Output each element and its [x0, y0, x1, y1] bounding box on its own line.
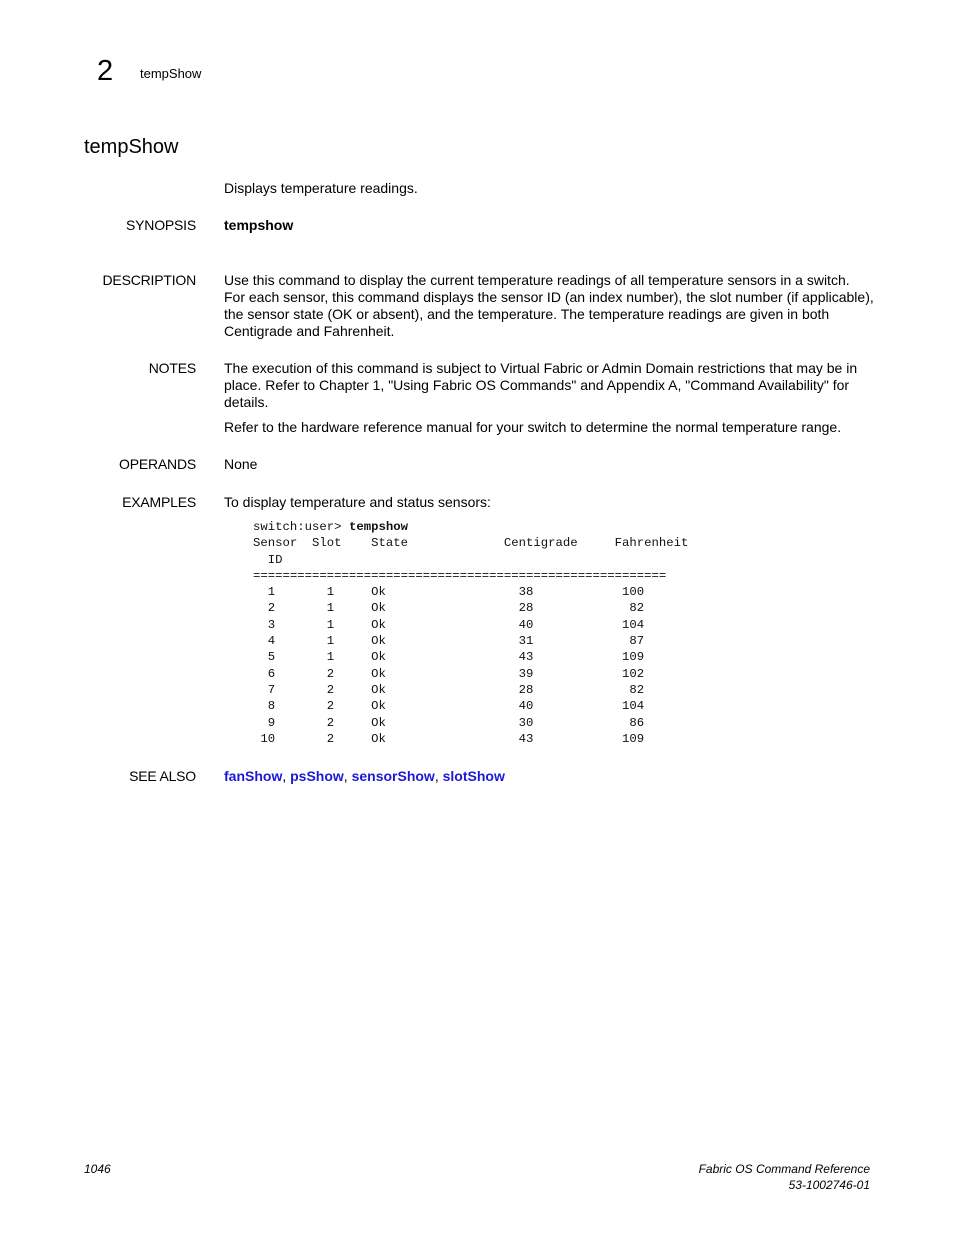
- output-row: 9 2 Ok 30 86: [253, 715, 645, 730]
- notes-paragraph-2: Refer to the hardware reference manual for your switch to determine the normal temperature range.: [224, 419, 842, 435]
- synopsis-text: tempshow: [224, 217, 294, 233]
- description-label: DESCRIPTION: [102, 272, 196, 288]
- output-row: 6 2 Ok 39 102: [253, 666, 645, 681]
- notes-label: NOTES: [148, 360, 196, 376]
- page-number: 1046: [84, 1162, 111, 1176]
- output-row: 2 1 Ok 28 82: [253, 601, 645, 616]
- notes-paragraph-1: The execution of this command is subject to Virtual Fabric or Admin Domain restrictions that may be in place. Refer to Chapter 1, "Using Fabric OS Commands" and Appendix A, "Command Availability" for details.: [224, 360, 858, 410]
- examples-label: EXAMPLES: [122, 494, 196, 510]
- link-separator: ,: [434, 768, 443, 784]
- document-number: 53-1002746-01: [788, 1178, 870, 1192]
- example-prompt: switch:user>: [253, 520, 349, 534]
- chapter-number: 2: [97, 55, 114, 87]
- synopsis-label: SYNOPSIS: [126, 217, 196, 233]
- output-row: 8 2 Ok 40 104: [253, 699, 645, 714]
- output-row: 3 1 Ok 40 104: [253, 617, 645, 632]
- output-row: 1 1 Ok 38 100: [253, 585, 645, 600]
- see-also-link-fanshow[interactable]: fanShow: [224, 768, 283, 784]
- see-also-link-psshow[interactable]: psShow: [290, 768, 344, 784]
- operands-text: None: [224, 456, 258, 472]
- output-header-line-2: ID: [253, 552, 283, 567]
- examples-intro: To display temperature and status sensors:: [224, 494, 491, 510]
- see-also-link-sensorshow[interactable]: sensorShow: [351, 768, 435, 784]
- output-row: 7 2 Ok 28 82: [253, 682, 645, 697]
- output-separator: ========================================================: [253, 568, 667, 583]
- see-also-links: [224, 768, 874, 785]
- running-header: tempShow: [140, 66, 202, 81]
- book-title: Fabric OS Command Reference: [698, 1162, 870, 1176]
- see-also-label: SEE ALSO: [129, 768, 196, 784]
- example-command: tempshow: [348, 520, 408, 534]
- output-header-line-1: Sensor Slot State Centigrade Fahrenheit: [253, 536, 689, 551]
- output-row: 4 1 Ok 31 87: [253, 634, 645, 649]
- operands-label: OPERANDS: [119, 456, 196, 472]
- description-text: Use this command to display the current temperature readings of all temperature sensors in a switch. For each sensor, this command displays the sensor ID (an index number), the slot number (if applicable), the sensor state (OK or absent), and the temperature. The temperature readings are given in both Centigrade and Fahrenheit.: [224, 272, 874, 339]
- example-output: [253, 519, 688, 747]
- output-row: 10 2 Ok 43 109: [253, 731, 645, 746]
- link-separator: ,: [343, 768, 352, 784]
- see-also-link-slotshow[interactable]: slotShow: [442, 768, 505, 784]
- link-separator: ,: [282, 768, 291, 784]
- output-row: 5 1 Ok 43 109: [253, 650, 645, 665]
- summary-text: Displays temperature readings.: [224, 180, 418, 196]
- page-title: tempShow: [84, 136, 179, 158]
